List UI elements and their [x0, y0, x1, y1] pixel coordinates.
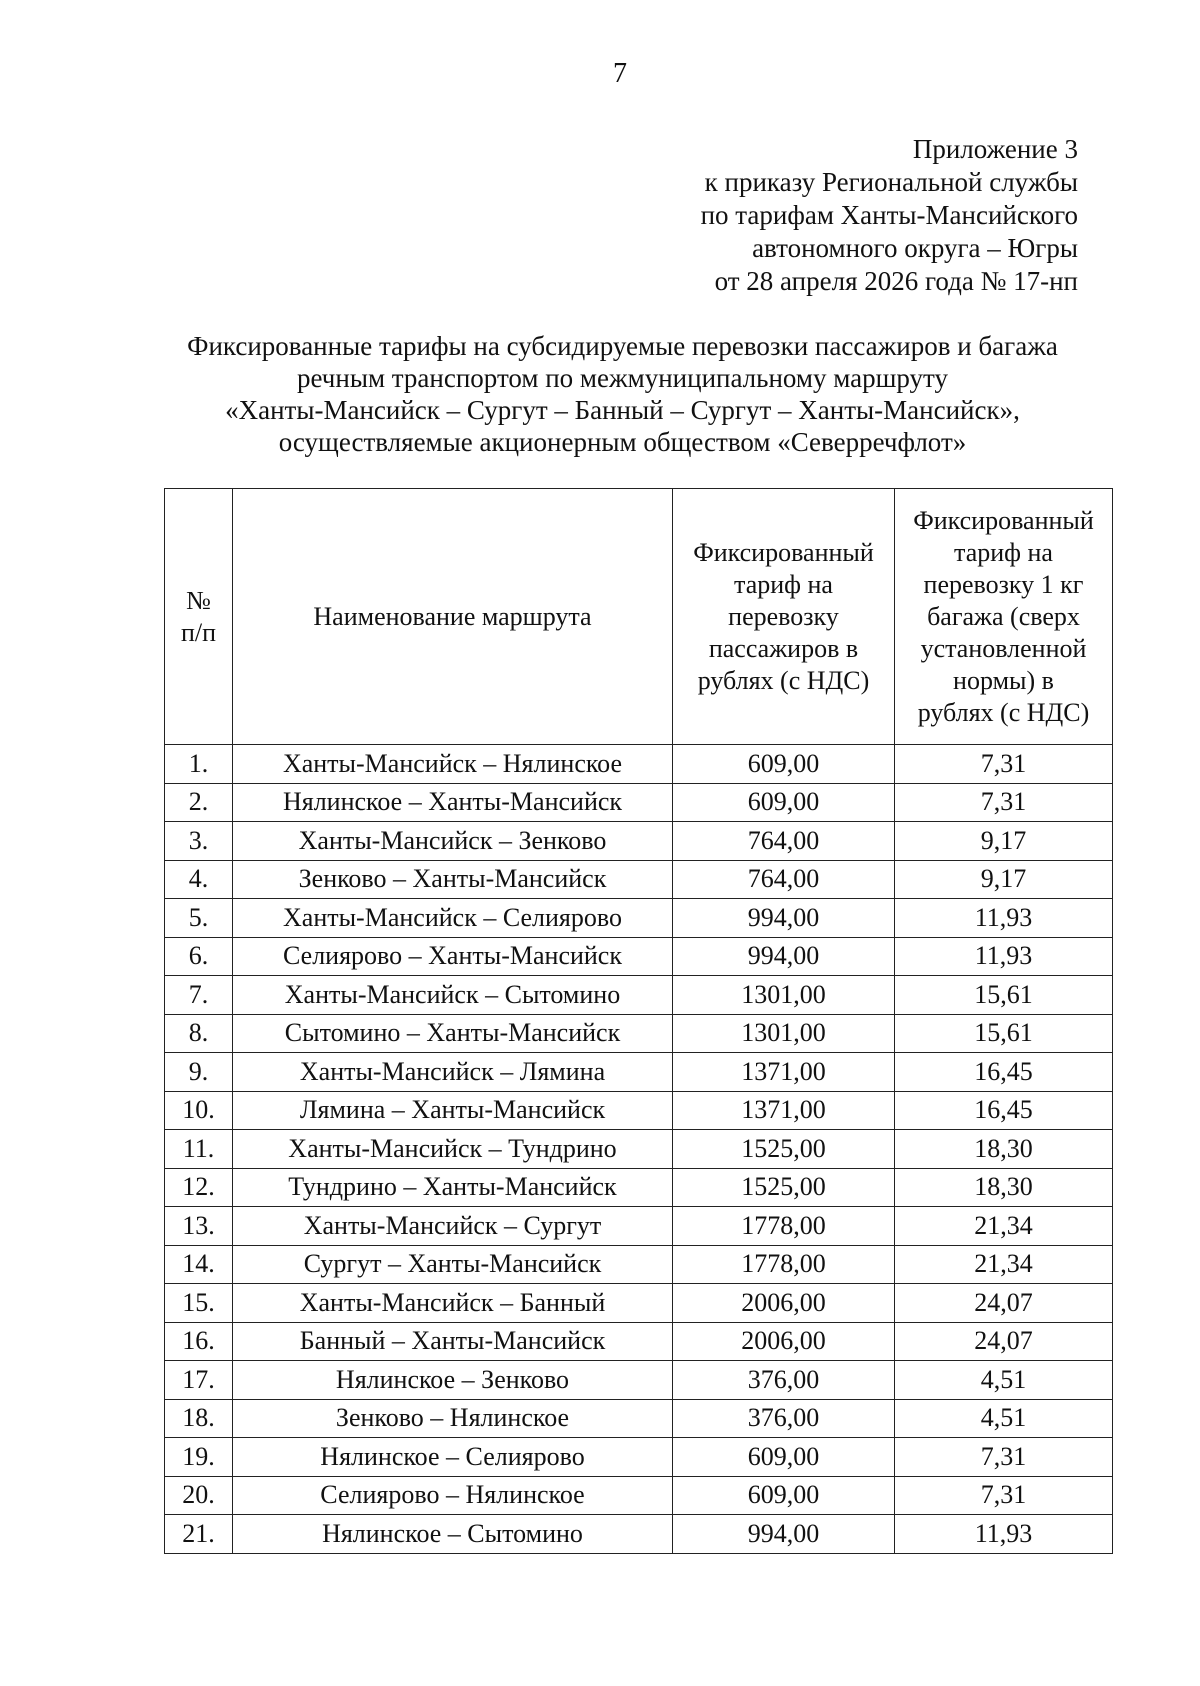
table-row [165, 976, 1113, 1015]
table-row [165, 899, 1113, 938]
baggage-tariff: 11,93 [895, 937, 1113, 976]
header-line: рублях (с НДС) [917, 697, 1090, 727]
row-number: 20. [165, 1476, 233, 1515]
table-row [165, 1476, 1113, 1515]
route-name: Банный – Ханты-Мансийск [233, 1322, 673, 1361]
passenger-tariff: 1301,00 [673, 1014, 895, 1053]
baggage-tariff: 9,17 [895, 822, 1113, 861]
page-number: 7 [613, 58, 627, 89]
row-number: 11. [165, 1130, 233, 1169]
baggage-tariff: 15,61 [895, 976, 1113, 1015]
header-line: п/п [180, 617, 217, 647]
row-number: 4. [165, 860, 233, 899]
row-number: 2. [165, 783, 233, 822]
baggage-tariff: 7,31 [895, 1438, 1113, 1477]
route-name: Ханты-Мансийск – Банный [233, 1284, 673, 1323]
table-row [165, 783, 1113, 822]
row-number: 1. [165, 745, 233, 784]
table-row [165, 1245, 1113, 1284]
header-line: установленной [920, 633, 1087, 663]
baggage-tariff: 15,61 [895, 1014, 1113, 1053]
table-row [165, 1322, 1113, 1361]
passenger-tariff: 2006,00 [673, 1322, 895, 1361]
baggage-tariff: 21,34 [895, 1207, 1113, 1246]
row-number: 21. [165, 1515, 233, 1554]
row-number: 16. [165, 1322, 233, 1361]
baggage-tariff: 18,30 [895, 1168, 1113, 1207]
baggage-tariff: 24,07 [895, 1284, 1113, 1323]
route-name: Ханты-Мансийск – Тундрино [233, 1130, 673, 1169]
passenger-tariff: 609,00 [673, 783, 895, 822]
header-passenger-tariff [673, 489, 895, 745]
route-name: Лямина – Ханты-Мансийск [233, 1091, 673, 1130]
passenger-tariff: 994,00 [673, 937, 895, 976]
baggage-tariff: 16,45 [895, 1053, 1113, 1092]
table-row [165, 1284, 1113, 1323]
route-name: Ханты-Мансийск – Нялинское [233, 745, 673, 784]
route-name: Зенково – Нялинское [233, 1399, 673, 1438]
route-name: Селиярово – Нялинское [233, 1476, 673, 1515]
passenger-tariff: 1778,00 [673, 1207, 895, 1246]
table-row [165, 822, 1113, 861]
route-name: Ханты-Мансийск – Зенково [233, 822, 673, 861]
passenger-tariff: 1525,00 [673, 1168, 895, 1207]
table-row [165, 1014, 1113, 1053]
passenger-tariff: 1371,00 [673, 1053, 895, 1092]
route-name: Нялинское – Зенково [233, 1361, 673, 1400]
baggage-tariff: 24,07 [895, 1322, 1113, 1361]
baggage-tariff: 7,31 [895, 1476, 1113, 1515]
row-number: 17. [165, 1361, 233, 1400]
row-number: 3. [165, 822, 233, 861]
row-number: 7. [165, 976, 233, 1015]
baggage-tariff: 16,45 [895, 1091, 1113, 1130]
passenger-tariff: 1371,00 [673, 1091, 895, 1130]
document-title [140, 330, 1105, 458]
header-line: № [186, 585, 211, 615]
header-baggage-tariff [895, 489, 1113, 745]
passenger-tariff: 376,00 [673, 1361, 895, 1400]
passenger-tariff: 1778,00 [673, 1245, 895, 1284]
table-row [165, 937, 1113, 976]
row-number: 12. [165, 1168, 233, 1207]
header-line: нормы) в [953, 665, 1054, 695]
title-line: Фиксированные тарифы на субсидируемые перевозки пассажиров и багажа [187, 331, 1058, 361]
table-row [165, 860, 1113, 899]
row-number: 5. [165, 899, 233, 938]
table-row [165, 1207, 1113, 1246]
table-row [165, 1168, 1113, 1207]
table-row [165, 1361, 1113, 1400]
baggage-tariff: 7,31 [895, 783, 1113, 822]
row-number: 19. [165, 1438, 233, 1477]
appendix-block [701, 133, 1078, 298]
passenger-tariff: 2006,00 [673, 1284, 895, 1323]
header-line: тариф на [954, 537, 1053, 567]
header-line: перевозку [728, 601, 839, 631]
passenger-tariff: 609,00 [673, 745, 895, 784]
route-name: Нялинское – Сытомино [233, 1515, 673, 1554]
row-number: 9. [165, 1053, 233, 1092]
title-line: «Ханты-Мансийск – Сургут – Банный – Сургут – Ханты-Мансийск», [225, 395, 1020, 425]
table-row [165, 1438, 1113, 1477]
title-line: речным транспортом по межмуниципальному маршруту [296, 363, 949, 393]
passenger-tariff: 1301,00 [673, 976, 895, 1015]
table-row [165, 1091, 1113, 1130]
passenger-tariff: 609,00 [673, 1476, 895, 1515]
route-name: Ханты-Мансийск – Сургут [233, 1207, 673, 1246]
row-number: 18. [165, 1399, 233, 1438]
row-number: 14. [165, 1245, 233, 1284]
passenger-tariff: 764,00 [673, 860, 895, 899]
header-line: багажа (сверх [927, 601, 1080, 631]
table-body [165, 745, 1113, 1554]
header-line: тариф на [734, 569, 833, 599]
passenger-tariff: 609,00 [673, 1438, 895, 1477]
route-name: Зенково – Ханты-Мансийск [233, 860, 673, 899]
baggage-tariff: 7,31 [895, 745, 1113, 784]
route-name: Нялинское – Селиярово [233, 1438, 673, 1477]
header-line: рублях (с НДС) [697, 665, 870, 695]
row-number: 6. [165, 937, 233, 976]
route-name: Ханты-Мансийск – Сытомино [233, 976, 673, 1015]
header-route [233, 489, 673, 745]
header-line: Фиксированный [913, 505, 1094, 535]
passenger-tariff: 994,00 [673, 1515, 895, 1554]
title-line: осуществляемые акционерным обществом «Северречфлот» [278, 427, 967, 457]
table-header-row [165, 489, 1113, 745]
passenger-tariff: 1525,00 [673, 1130, 895, 1169]
appendix-line: к приказу Региональной службы [704, 167, 1078, 197]
header-line: Фиксированный [693, 537, 874, 567]
table-row [165, 1515, 1113, 1554]
baggage-tariff: 4,51 [895, 1399, 1113, 1438]
table-row [165, 1053, 1113, 1092]
passenger-tariff: 376,00 [673, 1399, 895, 1438]
baggage-tariff: 11,93 [895, 899, 1113, 938]
table-row [165, 1399, 1113, 1438]
route-name: Селиярово – Ханты-Мансийск [233, 937, 673, 976]
appendix-line: от 28 апреля 2026 года № 17-нп [714, 266, 1078, 296]
row-number: 8. [165, 1014, 233, 1053]
header-line: перевозку 1 кг [923, 569, 1084, 599]
route-name: Сургут – Ханты-Мансийск [233, 1245, 673, 1284]
table-row [165, 1130, 1113, 1169]
appendix-line: Приложение 3 [912, 134, 1078, 164]
header-line: пассажиров в [708, 633, 859, 663]
row-number: 10. [165, 1091, 233, 1130]
route-name: Сытомино – Ханты-Мансийск [233, 1014, 673, 1053]
table-row [165, 745, 1113, 784]
baggage-tariff: 21,34 [895, 1245, 1113, 1284]
route-name: Ханты-Мансийск – Лямина [233, 1053, 673, 1092]
route-name: Нялинское – Ханты-Мансийск [233, 783, 673, 822]
passenger-tariff: 994,00 [673, 899, 895, 938]
row-number: 13. [165, 1207, 233, 1246]
row-number: 15. [165, 1284, 233, 1323]
appendix-line: по тарифам Ханты-Мансийского [700, 200, 1078, 230]
baggage-tariff: 9,17 [895, 860, 1113, 899]
baggage-tariff: 11,93 [895, 1515, 1113, 1554]
route-name: Тундрино – Ханты-Мансийск [233, 1168, 673, 1207]
baggage-tariff: 4,51 [895, 1361, 1113, 1400]
appendix-line: автономного округа – Югры [752, 233, 1078, 263]
passenger-tariff: 764,00 [673, 822, 895, 861]
route-name: Ханты-Мансийск – Селиярово [233, 899, 673, 938]
header-line: Наименование маршрута [313, 601, 592, 631]
header-num [165, 489, 233, 745]
tariff-table [164, 488, 1113, 1554]
baggage-tariff: 18,30 [895, 1130, 1113, 1169]
